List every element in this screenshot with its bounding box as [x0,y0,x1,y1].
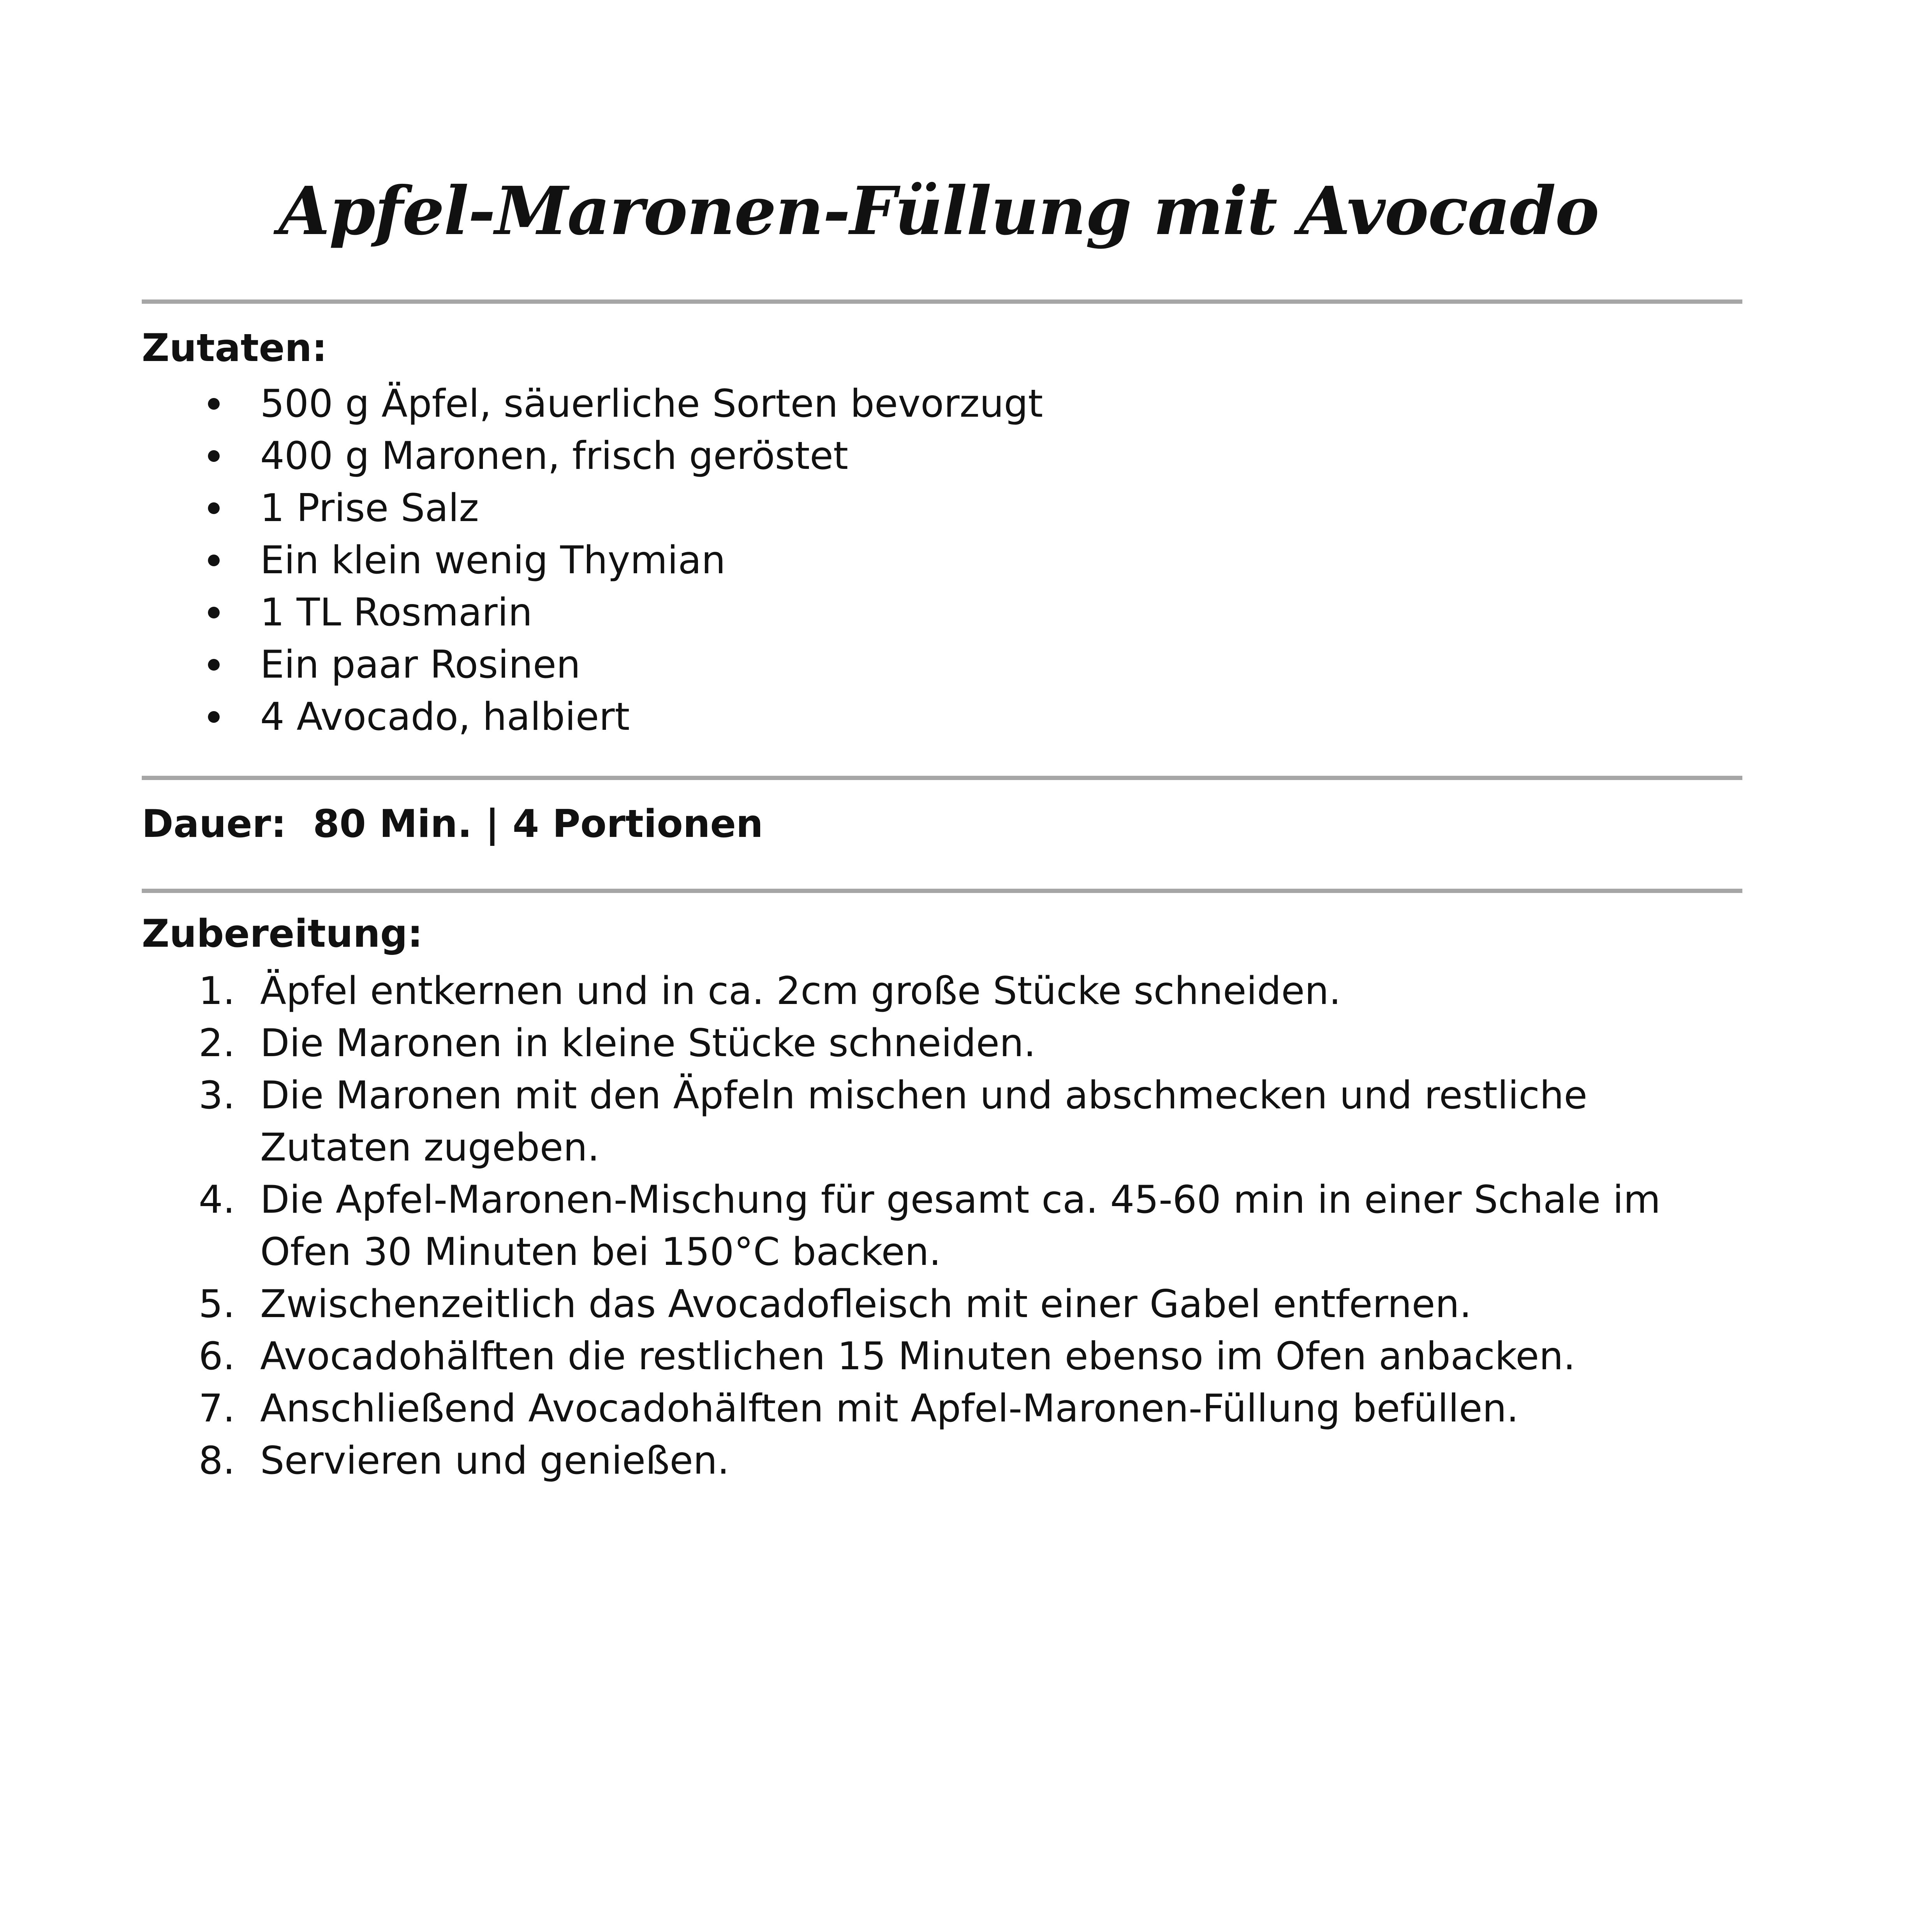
step-number: 2. [199,1021,235,1066]
preparation-heading: Zubereitung: [142,912,423,956]
step-text: Anschließend Avocadohälften mit Apfel-Maronen-Füllung befüllen. [260,1386,1519,1431]
step-number: 1. [199,969,235,1013]
bullet-icon [208,502,220,514]
list-item [0,1435,1721,1487]
step-text: Die Maronen in kleine Stücke schneiden. [260,1021,1036,1066]
step-text: Zwischenzeitlich das Avocadofleisch mit einer Gabel entfernen. [260,1282,1472,1326]
ingredient-text: Ein klein wenig Thymian [260,538,726,583]
duration-separator: | [485,802,500,846]
bullet-icon [208,711,220,723]
list-item [0,1069,1721,1174]
ingredient-text: 400 g Maronen, frisch geröstet [260,434,849,478]
bullet-icon [208,555,220,566]
bullet-icon [208,607,220,618]
ingredients-heading: Zutaten: [142,326,328,370]
step-text: Die Maronen mit den Äpfeln mischen und abschmecken und restliche Zutaten zugeben. [260,1073,1587,1170]
list-item [0,1174,1721,1278]
duration-info [142,801,763,847]
duration-time: 80 Min. [313,802,472,846]
step-text: Servieren und genießen. [260,1439,729,1483]
list-item [0,1330,1721,1383]
ingredient-text: 4 Avocado, halbiert [260,695,630,739]
bullet-icon [208,659,220,671]
divider-bottom [142,889,1742,893]
bullet-icon [208,398,220,410]
list-item [0,1383,1721,1435]
servings-count: 4 Portionen [512,802,763,846]
step-text: Äpfel entkernen und in ca. 2cm große Stücke schneiden. [260,969,1341,1013]
ingredient-text: Ein paar Rosinen [260,643,581,687]
preparation-steps [0,965,1721,1487]
step-number: 7. [199,1386,235,1431]
divider-top [142,299,1742,304]
ingredient-text: 1 Prise Salz [260,486,479,530]
step-number: 3. [199,1073,235,1118]
duration-label: Dauer: [142,802,287,846]
recipe-title: Apfel-Maronen-Füllung mit Avocado [278,172,1599,250]
ingredient-text: 1 TL Rosmarin [260,590,532,635]
step-text: Avocadohälften die restlichen 15 Minuten ebenso im Ofen anbacken. [260,1334,1576,1379]
list-item [0,965,1721,1017]
list-item [0,1017,1721,1069]
step-number: 8. [199,1439,235,1483]
step-text: Die Apfel-Maronen-Mischung für gesamt ca. 45-60 min in einer Schale im Ofen 30 Minuten bei 150°C backen. [260,1178,1661,1274]
bullet-icon [208,450,220,462]
ingredient-text: 500 g Äpfel, säuerliche Sorten bevorzugt [260,382,1043,426]
divider-middle [142,776,1742,780]
step-number: 6. [199,1334,235,1379]
step-number: 5. [199,1282,235,1326]
step-number: 4. [199,1178,235,1222]
list-item [0,1278,1721,1330]
